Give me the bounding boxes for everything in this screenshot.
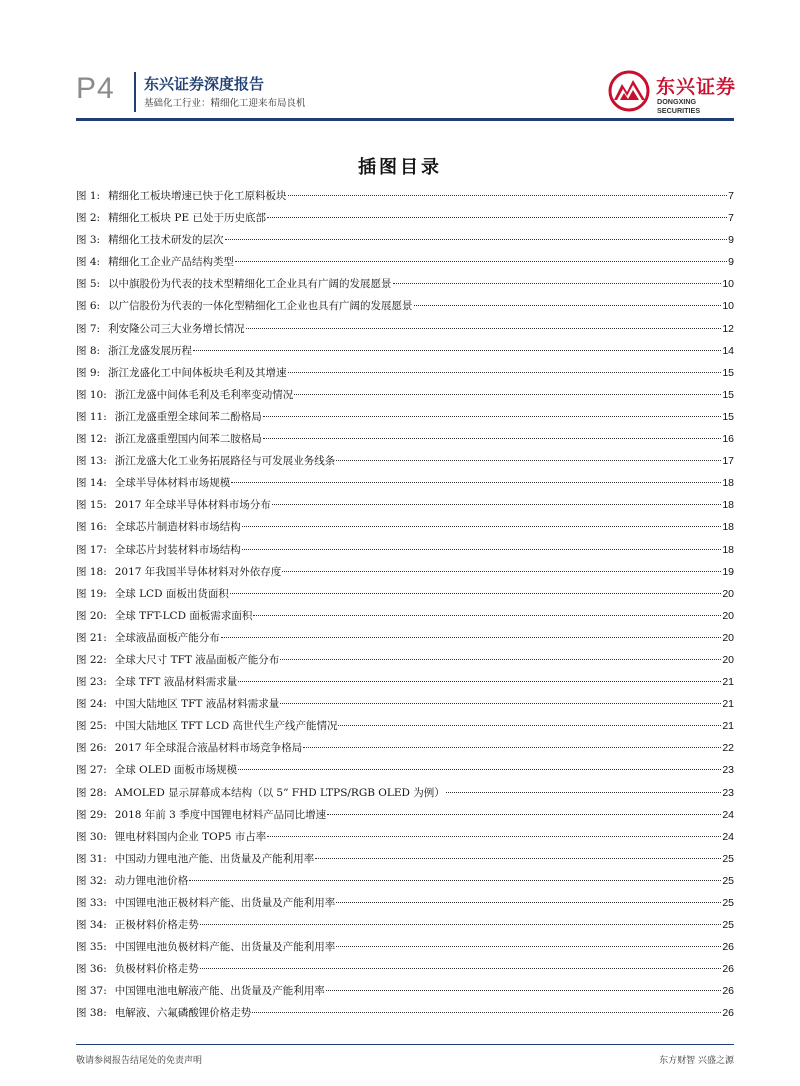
- toc-entry[interactable]: [76, 251, 734, 273]
- toc-entry-page: 20: [722, 653, 734, 666]
- toc-entry-text: 锂电材料国内企业 TOP5 市占率: [114, 830, 267, 843]
- toc-entry-label: 图 14:: [76, 477, 107, 490]
- toc-entry[interactable]: [76, 406, 734, 428]
- toc-entry[interactable]: [76, 671, 734, 693]
- toc-entry-leader: [294, 394, 721, 395]
- toc-entry[interactable]: [76, 207, 734, 229]
- page-number: P4: [76, 72, 115, 105]
- toc-entry-page: 15: [722, 366, 734, 379]
- toc-entry-label: 图 37:: [76, 985, 107, 998]
- toc-entry-leader: [414, 305, 722, 306]
- toc-entry-label: 图 35:: [76, 941, 107, 954]
- toc-entry-text: 浙江龙盛重塑国内间苯二胺格局: [114, 433, 262, 446]
- toc-entry-text: 动力锂电池价格: [114, 874, 189, 887]
- toc-entry[interactable]: [76, 737, 734, 759]
- toc-entry-leader: [280, 703, 721, 704]
- toc-entry-page: 20: [722, 609, 734, 622]
- toc-entry-leader: [221, 637, 722, 638]
- toc-entry-leader: [393, 283, 722, 284]
- toc-entry-leader: [253, 615, 721, 616]
- toc-entry-page: 23: [722, 764, 734, 777]
- toc-entry-leader: [327, 814, 721, 815]
- toc-entry[interactable]: [76, 472, 734, 494]
- toc-entry-text: 精细化工板块 PE 已处于历史底部: [108, 212, 266, 225]
- toc-entry[interactable]: [76, 715, 734, 737]
- toc-entry-text: 利安隆公司三大业务增长情况: [108, 322, 245, 335]
- header-divider: [134, 72, 136, 112]
- toc-entry-leader: [200, 968, 722, 969]
- toc-entry-label: 图 22:: [76, 653, 107, 666]
- toc-entry-label: 图 10:: [76, 388, 107, 401]
- toc-entry[interactable]: [76, 627, 734, 649]
- toc-entry-text: 以广信股份为代表的一体化型精细化工企业也具有广阔的发展愿景: [108, 300, 413, 313]
- company-logo: [608, 70, 738, 115]
- toc-entry-label: 图 1:: [76, 190, 101, 202]
- toc-entry-text: 中国锂电池正极材料产能、出货量及产能利用率: [114, 897, 336, 909]
- toc-entry-label: 图 18:: [76, 565, 107, 578]
- toc-entry-page: 7: [728, 212, 734, 225]
- toc-entry-label: 图 2:: [76, 212, 101, 225]
- toc-entry-leader: [193, 350, 721, 351]
- toc-entry-label: 图 7:: [76, 322, 101, 335]
- toc-entry-text: 浙江龙盛重塑全球间苯二酚格局: [114, 410, 262, 423]
- toc-entry-page: 25: [722, 852, 734, 865]
- toc-entry-page: 19: [722, 565, 734, 578]
- toc-entry-leader: [235, 261, 727, 262]
- logo-text-en: DONGXING SECURITIES: [657, 97, 701, 115]
- toc-entry-text: 全球 OLED 面板市场规模: [114, 764, 238, 777]
- toc-entry-page: 9: [728, 234, 734, 247]
- toc-entry-leader: [267, 217, 727, 218]
- toc-entry-leader: [446, 792, 722, 793]
- toc-entry-page: 10: [722, 278, 734, 291]
- toc-entry[interactable]: [76, 804, 734, 826]
- toc-entry-label: 图 3:: [76, 234, 101, 247]
- toc-entry-leader: [326, 990, 722, 991]
- toc-entry[interactable]: [76, 1002, 734, 1024]
- toc-entry[interactable]: [76, 362, 734, 384]
- toc-entry-text: AMOLED 显示屏幕成本结构（以 5” FHD LTPS/RGB OLED 为例）: [114, 786, 445, 799]
- toc-entry-label: 图 31:: [76, 852, 107, 865]
- toc-entry[interactable]: [76, 848, 734, 870]
- toc-entry-page: 7: [728, 190, 734, 202]
- toc-entry-text: 全球 TFT-LCD 面板需求面积: [114, 609, 253, 622]
- toc-entry-page: 14: [722, 344, 734, 357]
- toc-entry-leader: [263, 416, 722, 417]
- toc-entry-leader: [238, 681, 721, 682]
- toc-entry-page: 16: [722, 433, 734, 446]
- toc-entry-label: 图 24:: [76, 698, 107, 711]
- toc-entry[interactable]: [76, 539, 734, 561]
- toc-entry-leader: [189, 880, 721, 881]
- toc-entry-text: 中国大陆地区 TFT 液晶材料需求量: [114, 698, 280, 711]
- toc-entry-text: 2017 年我国半导体材料对外依存度: [114, 565, 282, 578]
- toc-entry-label: 图 8:: [76, 344, 101, 357]
- toc-entry-text: 负极材料价格走势: [114, 963, 199, 976]
- toc-entry-text: 全球半导体材料市场规模: [114, 477, 231, 490]
- toc-entry-label: 图 16:: [76, 521, 107, 534]
- toc-entry-label: 图 25:: [76, 720, 107, 733]
- toc-entry-label: 图 4:: [76, 256, 101, 269]
- toc-entry-text: 浙江龙盛化工中间体板块毛利及其增速: [108, 366, 287, 379]
- toc-entry-text: 以中旗股份为代表的技术型精细化工企业具有广阔的发展愿景: [108, 278, 392, 291]
- toc-entry[interactable]: [76, 826, 734, 848]
- toc-entry[interactable]: [76, 782, 734, 804]
- toc-entry[interactable]: [76, 693, 734, 715]
- toc-entry-leader: [315, 858, 721, 859]
- toc-entry-text: 精细化工技术研发的层次: [108, 234, 224, 247]
- toc-entry-leader: [303, 747, 721, 748]
- toc-entry[interactable]: [76, 605, 734, 627]
- toc-entry-text: 全球 TFT 液晶材料需求量: [114, 676, 238, 689]
- header-rule: [76, 118, 734, 121]
- toc-entry-text: 2018 年前 3 季度中国锂电材料产品同比增速: [114, 808, 327, 821]
- toc-entry-text: 浙江龙盛中间体毛利及毛利率变动情况: [114, 388, 294, 401]
- toc-entry-label: 图 34:: [76, 919, 107, 932]
- toc-entry-label: 图 15:: [76, 499, 107, 512]
- toc-entry[interactable]: [76, 229, 734, 251]
- toc-entry-label: 图 5:: [76, 278, 101, 291]
- toc-entry-page: 10: [722, 300, 734, 313]
- toc-entry-label: 图 20:: [76, 609, 107, 622]
- toc-entry-label: 图 13:: [76, 455, 107, 468]
- toc-entry[interactable]: [76, 980, 734, 1002]
- toc-entry-leader: [263, 438, 722, 439]
- report-subtitle: 基础化工行业：精细化工迎来布局良机: [144, 98, 306, 109]
- toc-entry-label: 图 17:: [76, 543, 107, 556]
- toc-entry-page: 20: [722, 631, 734, 644]
- toc-entry-text: 2017 年全球半导体材料市场分布: [114, 499, 271, 512]
- toc-entry-page: 21: [722, 698, 734, 711]
- toc-entry-leader: [267, 836, 721, 837]
- toc-entry-leader: [225, 239, 728, 240]
- toc-entry-text: 浙江龙盛发展历程: [108, 344, 193, 357]
- toc-entry-leader: [336, 902, 721, 903]
- toc-entry[interactable]: [76, 273, 734, 295]
- toc-entry-label: 图 21:: [76, 631, 107, 644]
- toc-entry-page: 26: [722, 963, 734, 976]
- logo-mark-icon: [608, 70, 652, 112]
- toc-entry-label: 图 6:: [76, 300, 101, 313]
- toc-entry-page: 24: [722, 830, 734, 843]
- toc-entry-label: 图 38:: [76, 1007, 107, 1020]
- toc-entry-label: 图 11:: [76, 410, 107, 423]
- toc-entry-text: 中国大陆地区 TFT LCD 高世代生产线产能情况: [114, 720, 338, 733]
- toc-entry-page: 25: [722, 919, 734, 932]
- footer-rule: [76, 1044, 734, 1045]
- toc-entry-page: 15: [722, 410, 734, 423]
- toc-entry[interactable]: [76, 318, 734, 340]
- toc-entry-page: 12: [722, 322, 734, 335]
- toc-entry-label: 图 28:: [76, 786, 107, 799]
- toc-entry-page: 18: [722, 521, 734, 534]
- toc-entry-leader: [246, 328, 722, 329]
- toc-entry-page: 25: [722, 874, 734, 887]
- toc-entry-page: 9: [728, 256, 734, 269]
- toc-entry[interactable]: [76, 494, 734, 516]
- logo-text-cn: 东兴证券: [656, 76, 737, 98]
- toc-entry[interactable]: [76, 936, 734, 958]
- toc-title: 插图目录: [358, 157, 442, 178]
- toc-entry-page: 17: [722, 455, 734, 468]
- toc-entry[interactable]: [76, 384, 734, 406]
- toc-entry-label: 图 19:: [76, 587, 107, 600]
- toc-entry[interactable]: [76, 561, 734, 583]
- toc-entry-page: 18: [722, 499, 734, 512]
- toc-entry-text: 电解液、六氟磷酸锂价格走势: [114, 1007, 252, 1020]
- toc-entry-label: 图 12:: [76, 433, 107, 446]
- toc-entry[interactable]: [76, 450, 734, 472]
- report-title: 东兴证券深度报告: [144, 75, 265, 93]
- toc-entry-text: 精细化工企业产品结构类型: [108, 256, 235, 269]
- toc-entry-page: 21: [722, 720, 734, 733]
- toc-entry[interactable]: [76, 759, 734, 781]
- toc-entry-text: 2017 年全球混合液晶材料市场竞争格局: [114, 742, 303, 755]
- toc-entry-leader: [252, 1012, 721, 1013]
- toc-entry-label: 图 36:: [76, 963, 107, 976]
- toc-entry-label: 图 27:: [76, 764, 107, 777]
- toc-entry-label: 图 9:: [76, 366, 101, 379]
- toc-entry-label: 图 33:: [76, 897, 107, 909]
- toc-entry-text: 全球 LCD 面板出货面积: [114, 587, 229, 600]
- toc-entry-page: 18: [722, 477, 734, 490]
- toc-entry-page: 26: [722, 1007, 734, 1020]
- toc-entry-leader: [336, 946, 721, 947]
- toc-entry-label: 图 23:: [76, 676, 107, 689]
- toc-entry-page: 24: [722, 808, 734, 821]
- toc-entry-text: 全球芯片封装材料市场结构: [114, 543, 241, 556]
- toc-entry[interactable]: [76, 185, 734, 207]
- toc-entry-text: 中国锂电池负极材料产能、出货量及产能利用率: [114, 941, 336, 954]
- toc-entry-text: 正极材料价格走势: [114, 919, 199, 932]
- toc-entry[interactable]: [76, 340, 734, 362]
- toc-entry-page: 23: [722, 786, 734, 799]
- toc-entry-leader: [242, 526, 722, 527]
- toc-entry-page: 21: [722, 676, 734, 689]
- toc-entry-text: 中国锂电池电解液产能、出货量及产能利用率: [114, 985, 325, 998]
- toc-entry[interactable]: [76, 892, 734, 914]
- toc-entry-leader: [231, 482, 721, 483]
- toc-entry[interactable]: [76, 583, 734, 605]
- toc-entry-text: 全球大尺寸 TFT 液晶面板产能分布: [114, 653, 280, 666]
- toc-entry-text: 全球芯片制造材料市场结构: [114, 521, 241, 534]
- figure-list: [76, 185, 734, 1025]
- toc-entry-leader: [200, 924, 722, 925]
- toc-entry-leader: [238, 769, 721, 770]
- footer-slogan: 东方财智 兴盛之源: [659, 1056, 734, 1066]
- toc-entry-page: 18: [722, 543, 734, 556]
- toc-entry-leader: [338, 725, 721, 726]
- toc-entry[interactable]: [76, 958, 734, 980]
- toc-entry-page: 15: [722, 388, 734, 401]
- toc-entry-page: 22: [722, 742, 734, 755]
- toc-entry-leader: [288, 195, 728, 196]
- toc-entry-label: 图 30:: [76, 830, 107, 843]
- toc-entry[interactable]: [76, 649, 734, 671]
- toc-entry[interactable]: [76, 914, 734, 936]
- toc-entry-label: 图 26:: [76, 742, 107, 755]
- toc-entry-page: 25: [722, 897, 734, 909]
- toc-entry-page: 26: [722, 985, 734, 998]
- toc-entry[interactable]: [76, 295, 734, 317]
- toc-entry-text: 全球液晶面板产能分布: [114, 631, 220, 644]
- toc-entry-page: 20: [722, 587, 734, 600]
- toc-entry-text: 中国动力锂电池产能、出货量及产能利用率: [114, 852, 315, 865]
- toc-entry-leader: [242, 549, 722, 550]
- toc-entry-leader: [230, 593, 721, 594]
- toc-entry-label: 图 32:: [76, 874, 107, 887]
- toc-entry-text: 浙江龙盛大化工业务拓展路径与可发展业务线条: [114, 455, 336, 468]
- toc-entry-leader: [282, 571, 721, 572]
- toc-entry-leader: [272, 504, 722, 505]
- toc-entry-page: 26: [722, 941, 734, 954]
- toc-entry-label: 图 29:: [76, 808, 107, 821]
- toc-entry-leader: [280, 659, 721, 660]
- footer-disclaimer: 敬请参阅报告结尾处的免责声明: [76, 1056, 203, 1066]
- toc-entry-leader: [288, 372, 722, 373]
- toc-entry[interactable]: [76, 870, 734, 892]
- toc-entry-leader: [336, 460, 721, 461]
- toc-entry-text: 精细化工板块增速已快于化工原料板块: [108, 190, 287, 202]
- toc-entry[interactable]: [76, 428, 734, 450]
- toc-entry[interactable]: [76, 516, 734, 538]
